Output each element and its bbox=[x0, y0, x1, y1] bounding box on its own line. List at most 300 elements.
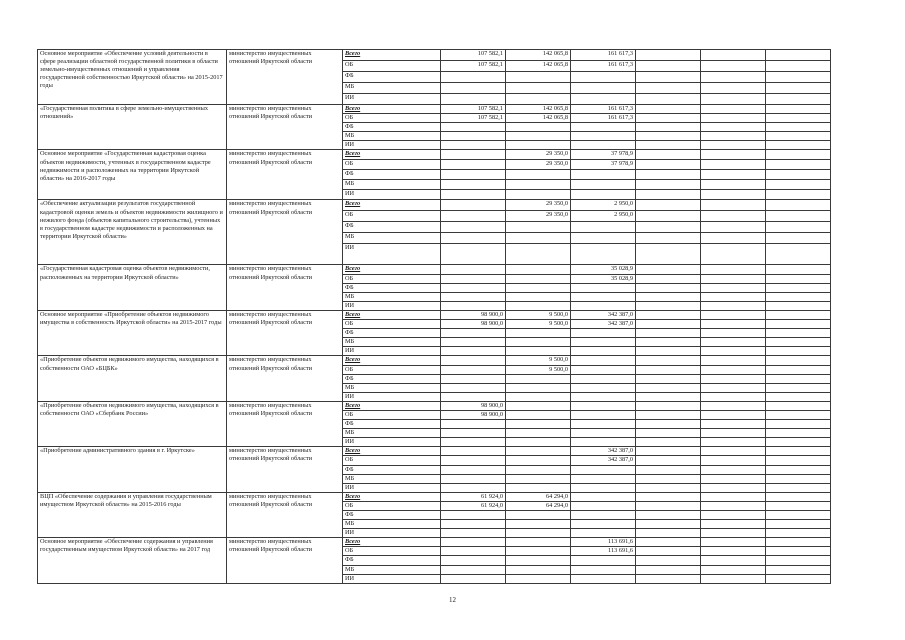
empty-cell bbox=[701, 233, 766, 244]
executor-cell: министерство имущественных отношений Иркутской области bbox=[227, 200, 343, 265]
amount-cell-1 bbox=[441, 200, 506, 211]
amount-cell-1: 61 924,0 bbox=[441, 492, 506, 501]
empty-cell bbox=[701, 292, 766, 301]
funding-source-label: ФБ bbox=[343, 123, 441, 132]
funding-source-label: ОБ bbox=[343, 320, 441, 329]
amount-cell-2 bbox=[506, 410, 571, 419]
empty-cell bbox=[766, 465, 831, 474]
empty-cell bbox=[636, 329, 701, 338]
empty-cell bbox=[701, 410, 766, 419]
empty-cell bbox=[701, 529, 766, 538]
amount-cell-3 bbox=[571, 529, 636, 538]
amount-cell-2 bbox=[506, 94, 571, 105]
empty-cell bbox=[636, 547, 701, 556]
empty-cell bbox=[766, 211, 831, 222]
amount-cell-3 bbox=[571, 492, 636, 501]
amount-cell-3 bbox=[571, 283, 636, 292]
empty-cell bbox=[701, 456, 766, 465]
empty-cell bbox=[701, 180, 766, 190]
empty-cell bbox=[766, 338, 831, 347]
empty-cell bbox=[766, 410, 831, 419]
empty-cell bbox=[636, 383, 701, 392]
amount-cell-1: 61 924,0 bbox=[441, 501, 506, 510]
empty-cell bbox=[766, 356, 831, 365]
amount-cell-1 bbox=[441, 520, 506, 529]
funding-source-label: ОБ bbox=[343, 547, 441, 556]
funding-table bbox=[37, 49, 831, 584]
amount-cell-3 bbox=[571, 244, 636, 265]
funding-total-label: Всего bbox=[343, 310, 441, 319]
empty-cell bbox=[766, 274, 831, 283]
amount-cell-1 bbox=[441, 347, 506, 356]
funding-source-label: ИИ bbox=[343, 483, 441, 492]
amount-cell-2 bbox=[506, 511, 571, 520]
amount-cell-3: 342 387,0 bbox=[571, 456, 636, 465]
amount-cell-2 bbox=[506, 447, 571, 456]
amount-cell-2 bbox=[506, 556, 571, 565]
amount-cell-3: 113 691,6 bbox=[571, 547, 636, 556]
amount-cell-1 bbox=[441, 483, 506, 492]
empty-cell bbox=[766, 492, 831, 501]
empty-cell bbox=[766, 501, 831, 510]
amount-cell-2 bbox=[506, 132, 571, 141]
amount-cell-2 bbox=[506, 483, 571, 492]
funding-source-label: МБ bbox=[343, 292, 441, 301]
amount-cell-3 bbox=[571, 222, 636, 233]
empty-cell bbox=[636, 72, 701, 83]
empty-cell bbox=[701, 556, 766, 565]
amount-cell-2 bbox=[506, 244, 571, 265]
amount-cell-2: 9 500,0 bbox=[506, 365, 571, 374]
empty-cell bbox=[636, 61, 701, 72]
amount-cell-2 bbox=[506, 190, 571, 200]
amount-cell-3: 37 978,9 bbox=[571, 160, 636, 170]
amount-cell-1 bbox=[441, 556, 506, 565]
funding-source-label: ФБ bbox=[343, 170, 441, 180]
amount-cell-2 bbox=[506, 374, 571, 383]
funding-source-label: МБ bbox=[343, 180, 441, 190]
activity-name-cell: Основное мероприятие «Государственная кадастровая оценка объектов недвижимости, учтенных в государственном кадастре недвижимости и расположенных на территории Иркутской области» на 2016-2017 годы bbox=[38, 150, 227, 200]
empty-cell bbox=[766, 222, 831, 233]
funding-source-label: МБ bbox=[343, 565, 441, 574]
empty-cell bbox=[701, 310, 766, 319]
empty-cell bbox=[701, 244, 766, 265]
amount-cell-1 bbox=[441, 132, 506, 141]
empty-cell bbox=[636, 310, 701, 319]
empty-cell bbox=[766, 374, 831, 383]
empty-cell bbox=[636, 356, 701, 365]
amount-cell-3 bbox=[571, 392, 636, 401]
amount-cell-1 bbox=[441, 283, 506, 292]
amount-cell-3: 37 978,9 bbox=[571, 150, 636, 160]
funding-source-label: ОБ bbox=[343, 61, 441, 72]
empty-cell bbox=[636, 556, 701, 565]
funding-total-label: Всего bbox=[343, 447, 441, 456]
activity-name-cell: «Приобретение объектов недвижимого имущества, находящихся в собственности ОАО «БЦБК» bbox=[38, 356, 227, 401]
empty-cell bbox=[766, 301, 831, 310]
amount-cell-3 bbox=[571, 233, 636, 244]
empty-cell bbox=[766, 141, 831, 150]
empty-cell bbox=[636, 114, 701, 123]
empty-cell bbox=[766, 520, 831, 529]
empty-cell bbox=[766, 365, 831, 374]
empty-cell bbox=[766, 456, 831, 465]
empty-cell bbox=[636, 429, 701, 438]
empty-cell bbox=[636, 574, 701, 583]
empty-cell bbox=[701, 538, 766, 547]
empty-cell bbox=[701, 429, 766, 438]
amount-cell-3: 161 617,3 bbox=[571, 114, 636, 123]
empty-cell bbox=[701, 565, 766, 574]
amount-cell-1 bbox=[441, 456, 506, 465]
empty-cell bbox=[636, 465, 701, 474]
amount-cell-2 bbox=[506, 429, 571, 438]
empty-cell bbox=[766, 420, 831, 429]
funding-source-label: ОБ bbox=[343, 456, 441, 465]
table-row bbox=[38, 105, 831, 114]
amount-cell-1 bbox=[441, 365, 506, 374]
empty-cell bbox=[636, 190, 701, 200]
funding-source-label: ФБ bbox=[343, 420, 441, 429]
amount-cell-2 bbox=[506, 72, 571, 83]
empty-cell bbox=[766, 292, 831, 301]
amount-cell-1 bbox=[441, 211, 506, 222]
empty-cell bbox=[701, 447, 766, 456]
amount-cell-1 bbox=[441, 180, 506, 190]
empty-cell bbox=[766, 347, 831, 356]
empty-cell bbox=[636, 492, 701, 501]
table-row bbox=[38, 200, 831, 211]
funding-source-label: ИИ bbox=[343, 529, 441, 538]
executor-cell: министерство имущественных отношений Иркутской области bbox=[227, 447, 343, 492]
empty-cell bbox=[636, 141, 701, 150]
executor-cell: министерство имущественных отношений Иркутской области bbox=[227, 50, 343, 105]
funding-total-label: Всего bbox=[343, 356, 441, 365]
amount-cell-3 bbox=[571, 383, 636, 392]
empty-cell bbox=[701, 114, 766, 123]
amount-cell-1 bbox=[441, 438, 506, 447]
amount-cell-2 bbox=[506, 392, 571, 401]
amount-cell-3 bbox=[571, 338, 636, 347]
funding-source-label: ИИ bbox=[343, 438, 441, 447]
amount-cell-1: 98 900,0 bbox=[441, 310, 506, 319]
funding-total-label: Всего bbox=[343, 265, 441, 274]
amount-cell-2: 64 294,0 bbox=[506, 492, 571, 501]
amount-cell-2: 9 500,0 bbox=[506, 310, 571, 319]
amount-cell-3 bbox=[571, 347, 636, 356]
amount-cell-1: 98 900,0 bbox=[441, 320, 506, 329]
amount-cell-1 bbox=[441, 547, 506, 556]
amount-cell-3: 342 387,0 bbox=[571, 447, 636, 456]
empty-cell bbox=[701, 365, 766, 374]
empty-cell bbox=[766, 160, 831, 170]
amount-cell-1 bbox=[441, 141, 506, 150]
funding-source-label: ФБ bbox=[343, 511, 441, 520]
amount-cell-3: 342 387,0 bbox=[571, 320, 636, 329]
empty-cell bbox=[701, 123, 766, 132]
funding-total-label: Всего bbox=[343, 150, 441, 160]
empty-cell bbox=[636, 320, 701, 329]
empty-cell bbox=[766, 72, 831, 83]
amount-cell-2 bbox=[506, 401, 571, 410]
empty-cell bbox=[701, 501, 766, 510]
empty-cell bbox=[766, 50, 831, 61]
executor-cell: министерство имущественных отношений Иркутской области bbox=[227, 150, 343, 200]
empty-cell bbox=[701, 265, 766, 274]
amount-cell-1 bbox=[441, 301, 506, 310]
funding-source-label: ИИ bbox=[343, 574, 441, 583]
amount-cell-3 bbox=[571, 420, 636, 429]
activity-name-cell: «Приобретение объектов недвижимого имущества, находящихся в собственности ОАО «Сбербанк России» bbox=[38, 401, 227, 446]
empty-cell bbox=[701, 374, 766, 383]
amount-cell-3 bbox=[571, 180, 636, 190]
amount-cell-3: 35 028,9 bbox=[571, 265, 636, 274]
amount-cell-3 bbox=[571, 474, 636, 483]
empty-cell bbox=[636, 200, 701, 211]
amount-cell-2 bbox=[506, 170, 571, 180]
amount-cell-2 bbox=[506, 222, 571, 233]
amount-cell-2 bbox=[506, 420, 571, 429]
empty-cell bbox=[636, 274, 701, 283]
empty-cell bbox=[766, 429, 831, 438]
amount-cell-1 bbox=[441, 529, 506, 538]
table-body bbox=[38, 50, 831, 584]
amount-cell-1 bbox=[441, 244, 506, 265]
empty-cell bbox=[636, 132, 701, 141]
table-row bbox=[38, 538, 831, 547]
empty-cell bbox=[701, 474, 766, 483]
table-row bbox=[38, 401, 831, 410]
amount-cell-2 bbox=[506, 141, 571, 150]
table-row bbox=[38, 310, 831, 319]
empty-cell bbox=[701, 200, 766, 211]
empty-cell bbox=[766, 447, 831, 456]
empty-cell bbox=[701, 492, 766, 501]
funding-source-label: ФБ bbox=[343, 222, 441, 233]
empty-cell bbox=[766, 83, 831, 94]
empty-cell bbox=[636, 123, 701, 132]
amount-cell-3 bbox=[571, 329, 636, 338]
empty-cell bbox=[701, 94, 766, 105]
funding-source-label: ОБ bbox=[343, 274, 441, 283]
amount-cell-3: 2 950,0 bbox=[571, 200, 636, 211]
empty-cell bbox=[701, 283, 766, 292]
funding-total-label: Всего bbox=[343, 401, 441, 410]
amount-cell-2 bbox=[506, 123, 571, 132]
amount-cell-3 bbox=[571, 511, 636, 520]
amount-cell-3 bbox=[571, 72, 636, 83]
empty-cell bbox=[766, 61, 831, 72]
funding-source-label: ОБ bbox=[343, 365, 441, 374]
empty-cell bbox=[701, 438, 766, 447]
empty-cell bbox=[701, 329, 766, 338]
amount-cell-3 bbox=[571, 501, 636, 510]
empty-cell bbox=[766, 244, 831, 265]
amount-cell-2 bbox=[506, 283, 571, 292]
amount-cell-2 bbox=[506, 383, 571, 392]
amount-cell-3 bbox=[571, 170, 636, 180]
empty-cell bbox=[766, 538, 831, 547]
table-row bbox=[38, 265, 831, 274]
funding-source-label: МБ bbox=[343, 132, 441, 141]
empty-cell bbox=[766, 483, 831, 492]
amount-cell-2 bbox=[506, 347, 571, 356]
amount-cell-3 bbox=[571, 132, 636, 141]
empty-cell bbox=[636, 565, 701, 574]
empty-cell bbox=[701, 574, 766, 583]
table-row bbox=[38, 150, 831, 160]
amount-cell-2 bbox=[506, 465, 571, 474]
activity-name-cell: «Обеспечение актуализации результатов государственной кадастровой оценки земель и объектов недвижимости жилищного и нежилого фонда (объектов капитального строительства), учтенных в государственном кадастре недвижимости и расположенных на территории Иркутской области» bbox=[38, 200, 227, 265]
executor-cell: министерство имущественных отношений Иркутской области bbox=[227, 105, 343, 150]
empty-cell bbox=[636, 447, 701, 456]
table-row bbox=[38, 356, 831, 365]
amount-cell-3 bbox=[571, 374, 636, 383]
funding-source-label: ОБ bbox=[343, 160, 441, 170]
activity-name-cell: «Приобретение административного здания в г. Иркутске» bbox=[38, 447, 227, 492]
empty-cell bbox=[636, 374, 701, 383]
funding-source-label: ИИ bbox=[343, 94, 441, 105]
executor-cell: министерство имущественных отношений Иркутской области bbox=[227, 401, 343, 446]
activity-name-cell: Основное мероприятие «Обеспечение условий деятельности в сфере реализации областной государственной политики в области земельно-имущественных отношений и управления государственной собственностью Иркутской области» на 2015-2017 годы bbox=[38, 50, 227, 105]
amount-cell-2: 9 500,0 bbox=[506, 320, 571, 329]
empty-cell bbox=[701, 274, 766, 283]
empty-cell bbox=[701, 301, 766, 310]
empty-cell bbox=[766, 190, 831, 200]
amount-cell-2 bbox=[506, 529, 571, 538]
empty-cell bbox=[636, 392, 701, 401]
amount-cell-1 bbox=[441, 511, 506, 520]
empty-cell bbox=[636, 50, 701, 61]
funding-source-label: ФБ bbox=[343, 556, 441, 565]
funding-source-label: МБ bbox=[343, 520, 441, 529]
empty-cell bbox=[636, 83, 701, 94]
amount-cell-2: 29 350,0 bbox=[506, 150, 571, 160]
empty-cell bbox=[636, 438, 701, 447]
empty-cell bbox=[636, 538, 701, 547]
empty-cell bbox=[636, 529, 701, 538]
empty-cell bbox=[701, 190, 766, 200]
empty-cell bbox=[636, 365, 701, 374]
table-row bbox=[38, 50, 831, 61]
empty-cell bbox=[701, 141, 766, 150]
amount-cell-1 bbox=[441, 420, 506, 429]
amount-cell-3 bbox=[571, 483, 636, 492]
empty-cell bbox=[701, 211, 766, 222]
amount-cell-2 bbox=[506, 456, 571, 465]
amount-cell-3 bbox=[571, 292, 636, 301]
amount-cell-1 bbox=[441, 356, 506, 365]
empty-cell bbox=[636, 160, 701, 170]
amount-cell-3 bbox=[571, 356, 636, 365]
empty-cell bbox=[766, 383, 831, 392]
executor-cell: министерство имущественных отношений Иркутской области bbox=[227, 538, 343, 583]
empty-cell bbox=[766, 170, 831, 180]
executor-cell: министерство имущественных отношений Иркутской области bbox=[227, 310, 343, 355]
amount-cell-1 bbox=[441, 538, 506, 547]
amount-cell-1 bbox=[441, 474, 506, 483]
amount-cell-2: 9 500,0 bbox=[506, 356, 571, 365]
amount-cell-3 bbox=[571, 438, 636, 447]
empty-cell bbox=[636, 511, 701, 520]
amount-cell-1 bbox=[441, 222, 506, 233]
amount-cell-2 bbox=[506, 301, 571, 310]
funding-table-sheet bbox=[37, 49, 830, 584]
empty-cell bbox=[636, 410, 701, 419]
amount-cell-2: 142 065,8 bbox=[506, 50, 571, 61]
amount-cell-1: 98 900,0 bbox=[441, 401, 506, 410]
amount-cell-2: 142 065,8 bbox=[506, 105, 571, 114]
empty-cell bbox=[636, 520, 701, 529]
amount-cell-1 bbox=[441, 83, 506, 94]
empty-cell bbox=[701, 520, 766, 529]
empty-cell bbox=[701, 401, 766, 410]
amount-cell-1 bbox=[441, 274, 506, 283]
empty-cell bbox=[636, 338, 701, 347]
amount-cell-2: 29 350,0 bbox=[506, 211, 571, 222]
empty-cell bbox=[701, 72, 766, 83]
funding-total-label: Всего bbox=[343, 200, 441, 211]
amount-cell-1 bbox=[441, 292, 506, 301]
empty-cell bbox=[766, 329, 831, 338]
amount-cell-1 bbox=[441, 94, 506, 105]
funding-source-label: ФБ bbox=[343, 374, 441, 383]
amount-cell-1 bbox=[441, 190, 506, 200]
amount-cell-1 bbox=[441, 72, 506, 83]
empty-cell bbox=[766, 283, 831, 292]
amount-cell-3 bbox=[571, 365, 636, 374]
amount-cell-1 bbox=[441, 565, 506, 574]
empty-cell bbox=[636, 94, 701, 105]
funding-total-label: Всего bbox=[343, 492, 441, 501]
funding-source-label: ФБ bbox=[343, 465, 441, 474]
amount-cell-1 bbox=[441, 338, 506, 347]
empty-cell bbox=[766, 474, 831, 483]
amount-cell-1 bbox=[441, 329, 506, 338]
amount-cell-2 bbox=[506, 565, 571, 574]
amount-cell-1: 107 582,1 bbox=[441, 50, 506, 61]
funding-source-label: МБ bbox=[343, 383, 441, 392]
page-number: 12 bbox=[449, 596, 456, 604]
amount-cell-2 bbox=[506, 180, 571, 190]
amount-cell-1: 107 582,1 bbox=[441, 61, 506, 72]
empty-cell bbox=[766, 547, 831, 556]
empty-cell bbox=[636, 292, 701, 301]
empty-cell bbox=[766, 511, 831, 520]
empty-cell bbox=[766, 310, 831, 319]
amount-cell-2 bbox=[506, 292, 571, 301]
amount-cell-3 bbox=[571, 574, 636, 583]
amount-cell-3: 161 617,3 bbox=[571, 61, 636, 72]
funding-source-label: ФБ bbox=[343, 72, 441, 83]
empty-cell bbox=[636, 401, 701, 410]
amount-cell-2 bbox=[506, 329, 571, 338]
activity-name-cell: ВЦП «Обеспечение содержания и управления государственным имуществом Иркутской области» на 2015-2016 годы bbox=[38, 492, 227, 537]
empty-cell bbox=[766, 200, 831, 211]
amount-cell-3 bbox=[571, 301, 636, 310]
amount-cell-3 bbox=[571, 465, 636, 474]
empty-cell bbox=[701, 222, 766, 233]
amount-cell-1 bbox=[441, 150, 506, 160]
empty-cell bbox=[701, 392, 766, 401]
amount-cell-2 bbox=[506, 574, 571, 583]
amount-cell-3: 161 617,3 bbox=[571, 50, 636, 61]
funding-source-label: ИИ bbox=[343, 190, 441, 200]
executor-cell: министерство имущественных отношений Иркутской области bbox=[227, 492, 343, 537]
funding-source-label: ФБ bbox=[343, 283, 441, 292]
empty-cell bbox=[636, 105, 701, 114]
amount-cell-1 bbox=[441, 123, 506, 132]
